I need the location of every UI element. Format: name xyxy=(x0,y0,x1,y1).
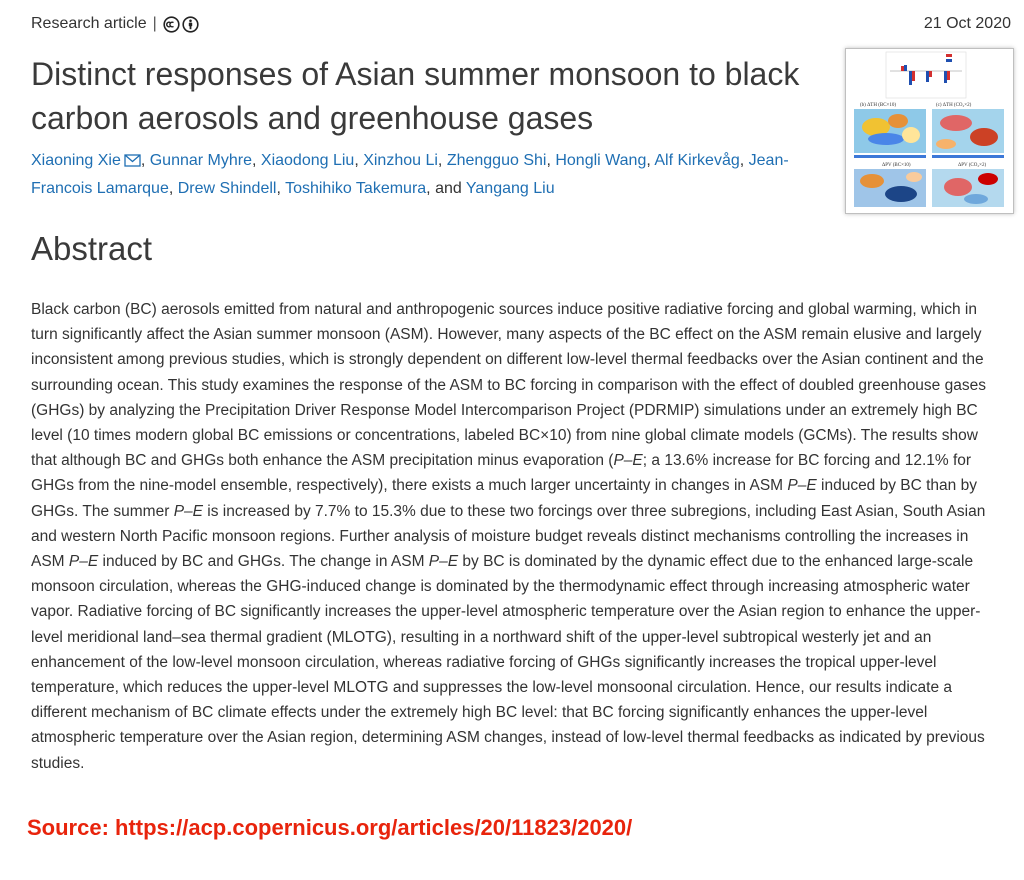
article-type-label: Research article xyxy=(31,15,147,32)
abstract-part-1: Black carbon (BC) aerosols emitted from natural and anthropogenic sources induce positive radiative forcing and global warming, which in turn significantly affect the Asian summer monsoon (ASM). However, many aspects of the BC effect on the ASM remain elusive and largely inconsistent among previous studies, which is strongly dependent on different low-level thermal feedbacks over the Asian continent and the surrounding ocean. This study examines the response of the ASM to BC forcing in comparison with the effect of doubled greenhouse gases (GHGs) by analyzing the Precipitation Driver Response Model Intercomparison Project (PDRMIP) simulations under an extremely high BC level (10 times modern global BC emissions or concentrations, labeled BC×10) from nine global climate models (GCMs). The results show that although BC and GHGs both enhance the ASM precipitation minus evaporation ( xyxy=(31,301,986,470)
author-link[interactable]: Toshihiko Takemura xyxy=(285,180,427,197)
author-link[interactable]: Xinzhou Li xyxy=(363,152,438,169)
thumb-label-e: ΔPV (CO₂×2) xyxy=(958,163,987,168)
author-link[interactable]: Hongli Wang xyxy=(555,152,647,169)
pe-term: P–E xyxy=(613,452,643,470)
article-type xyxy=(31,15,199,33)
abstract-part-5: induced by BC and GHGs. The change in ASM xyxy=(98,553,429,571)
thumb-label-c: (c) ΔTH (CO₂×2) xyxy=(936,103,972,108)
author-link[interactable]: Gunnar Myhre xyxy=(149,152,252,169)
mail-icon[interactable] xyxy=(124,154,141,167)
author-link[interactable]: Xiaoning Xie xyxy=(31,152,121,169)
article-title: Distinct responses of Asian summer monsoon to black carbon aerosols and greenhouse gases xyxy=(31,56,800,136)
figure-thumbnail[interactable] xyxy=(845,48,1014,214)
thumb-label-b: (b) ΔTH (BC×10) xyxy=(860,103,897,108)
pe-term: P–E xyxy=(787,477,817,495)
pe-term: P–E xyxy=(68,553,99,571)
pe-term: P–E xyxy=(173,502,203,520)
creative-commons-by-icon[interactable] xyxy=(163,16,199,33)
abstract-part-4: is increased by 7.7% to 15.3% due to these two forcings over three subregions, including East Asian, South Asian and western North Pacific monsoon regions. Further analysis of moisture budget reveals distinct mechanisms controlling the increases in ASM xyxy=(31,502,986,571)
author-list: Xiaoning Xie , Gunnar Myhre, Xiaodong Liu, Xinzhou Li, Zhengguo Shi, Hongli Wang, Alf Kirkevåg, Jean-Francois Lamarque, Drew Shindell, Toshihiko Takemura, and Yangang Liu xyxy=(31,152,789,197)
abstract-body xyxy=(31,297,1003,776)
author-link[interactable]: Xiaodong Liu xyxy=(260,152,355,169)
author-link[interactable]: Alf Kirkevåg xyxy=(654,152,740,169)
author-link[interactable]: Jean-Francois Lamarque xyxy=(31,152,789,197)
author-link[interactable]: Drew Shindell xyxy=(177,180,277,197)
author-link[interactable]: Yangang Liu xyxy=(465,180,555,197)
article-meta-row xyxy=(31,15,1011,37)
abstract-heading: Abstract xyxy=(31,230,153,267)
publication-date: 21 Oct 2020 xyxy=(923,15,1011,32)
pe-term: P–E xyxy=(428,553,459,571)
author-link[interactable]: Zhengguo Shi xyxy=(446,152,547,169)
source-caption: Source: https://acp.copernicus.org/articles/20/11823/2020/ xyxy=(27,815,633,840)
abstract-part-6: by BC is dominated by the dynamic effect due to the enhanced large-scale monsoon circulation, whereas the GHG-induced change is dominated by the thermodynamic effect through increasing atmospheric water vapor. Radiative forcing of BC significantly increases the upper-level atmospheric temperature over the Asian region to enhance the upper-level meridional land–sea thermal gradient (MLOTG), resulting in a northward shift of the upper-level subtropical westerly jet and an enhancement of the low-level monsoon circulation, whereas radiative forcing of GHGs significantly increases the tropical upper-level temperature, which reduces the upper-level MLOTG and suppresses the low-level monsoonal circulation. Hence, our results indicate a different mechanism of BC climate effects under the extremely high BC level: that BC forcing significantly enhances the upper-level atmospheric temperature over the Asian region, determining ASM changes, instead of low-level thermal feedbacks as indicated by previous studies. xyxy=(31,553,985,772)
thumb-label-d: ΔPV (BC×10) xyxy=(882,163,911,168)
abstract-part-3: induced by BC than by GHGs. The summer xyxy=(31,477,977,520)
meta-separator: | xyxy=(152,15,157,32)
abstract-part-2: ; a 13.6% increase for BC forcing and 12.1% for GHGs from the nine-model ensemble, respectively), there exists a much larger uncertainty in changes in ASM xyxy=(31,452,972,495)
